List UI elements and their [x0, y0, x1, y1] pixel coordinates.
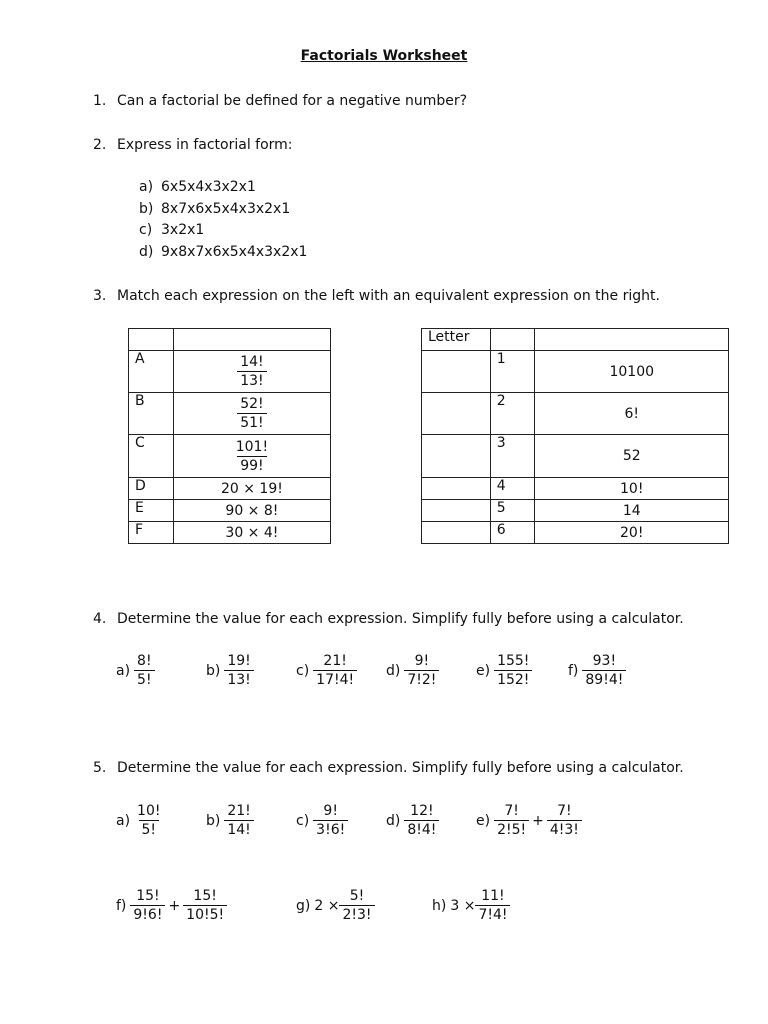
header-cell: [129, 329, 174, 351]
table-row: [422, 435, 729, 478]
table-row: [422, 393, 729, 435]
table-row: [129, 500, 331, 522]
row-expression: 20 × 19!: [173, 478, 330, 500]
q5-item-c: c) $\frac{9!}{3!6!}$: [296, 802, 348, 839]
row-number: 5: [490, 500, 535, 522]
letter-answer-cell[interactable]: [422, 351, 491, 393]
question-text: Determine the value for each expression. Simplify fully before using a calculator.: [117, 611, 684, 627]
q4-item-c: c) $\frac{21!}{17!4!}$: [296, 652, 357, 689]
page-title: Factorials Worksheet: [300, 48, 468, 64]
question-5: [93, 760, 684, 776]
header-cell: [535, 329, 729, 351]
q2-item-c: c) 3x2x1: [139, 222, 205, 238]
table-row: [422, 500, 729, 522]
q5-item-b: b) $\frac{21!}{14!}$: [206, 802, 254, 839]
row-letter: F: [129, 522, 174, 544]
question-text: Determine the value for each expression. Simplify fully before using a calculator.: [117, 760, 684, 776]
table-row: [129, 393, 331, 435]
row-number: 6: [490, 522, 535, 544]
row-expression: 90 × 8!: [173, 500, 330, 522]
header-cell: [490, 329, 535, 351]
q2-item-b: b) 8x7x6x5x4x3x2x1: [139, 201, 291, 217]
table-row: [422, 478, 729, 500]
q5-item-e: e) $\frac{7!}{2!5!}$ + $\frac{7!}{4!3!}$: [476, 802, 582, 839]
row-letter: B: [129, 393, 174, 435]
table-row: [129, 478, 331, 500]
table-row: [422, 351, 729, 393]
table-row: [422, 522, 729, 544]
letter-answer-cell[interactable]: [422, 435, 491, 478]
row-value: 6!: [535, 393, 729, 435]
letter-answer-cell[interactable]: [422, 522, 491, 544]
q4-item-d: d) $\frac{9!}{7!2!}$: [386, 652, 439, 689]
plus-operator: +: [532, 812, 544, 829]
question-text: Express in factorial form:: [117, 137, 293, 153]
row-value: 20!: [535, 522, 729, 544]
letter-answer-cell[interactable]: [422, 393, 491, 435]
question-number: 4.: [93, 611, 107, 627]
table-row: [129, 351, 331, 393]
plus-operator: +: [168, 897, 181, 914]
row-value: 10100: [535, 351, 729, 393]
row-letter: A: [129, 351, 174, 393]
q4-item-e: e) $\frac{155!}{152!}$: [476, 652, 532, 689]
right-expression-table: [421, 328, 729, 544]
q4-item-b: b) $\frac{19!}{13!}$: [206, 652, 254, 689]
q2-item-d: d) 9x8x7x6x5x4x3x2x1: [139, 244, 308, 260]
row-expression: $\frac{14!}{13!}$: [173, 351, 330, 393]
question-number: 5.: [93, 760, 107, 776]
question-2: [93, 137, 293, 153]
row-number: 2: [490, 393, 535, 435]
q5-item-h: h) 3 × $\frac{11!}{7!4!}$: [432, 887, 510, 924]
q5-item-d: d) $\frac{12!}{8!4!}$: [386, 802, 439, 839]
row-number: 1: [490, 351, 535, 393]
q5-item-g: g) 2 × $\frac{5!}{2!3!}$: [296, 887, 375, 924]
question-text: Match each expression on the left with an equivalent expression on the right.: [117, 288, 660, 304]
row-expression: 30 × 4!: [173, 522, 330, 544]
row-value: 52: [535, 435, 729, 478]
question-number: 3.: [93, 288, 107, 304]
coefficient: 2 ×: [314, 897, 340, 914]
row-number: 4: [490, 478, 535, 500]
question-3: [93, 288, 660, 304]
row-letter: E: [129, 500, 174, 522]
table-row: [129, 522, 331, 544]
coefficient: 3 ×: [450, 897, 476, 914]
q5-item-a: a) $\frac{10!}{5!}$: [116, 803, 161, 838]
question-4: [93, 611, 684, 627]
row-value: 10!: [535, 478, 729, 500]
question-1: [93, 93, 467, 109]
row-letter: D: [129, 478, 174, 500]
question-number: 2.: [93, 137, 107, 153]
q4-item-a: a) $\frac{8!}{5!}$: [116, 652, 155, 689]
q2-item-a: a) 6x5x4x3x2x1: [139, 179, 256, 195]
row-value: 14: [535, 500, 729, 522]
q5-item-f: f) $\frac{15!}{9!6!}$ + $\frac{15!}{10!5!}$: [116, 887, 227, 924]
left-expression-table: [128, 328, 331, 544]
question-text: Can a factorial be defined for a negative number?: [117, 93, 468, 109]
row-expression: $\frac{52!}{51!}$: [173, 393, 330, 435]
q4-item-f: f) $\frac{93!}{89!4!}$: [568, 652, 626, 689]
row-number: 3: [490, 435, 535, 478]
letter-header: Letter: [422, 329, 491, 351]
letter-answer-cell[interactable]: [422, 500, 491, 522]
table-row: [129, 435, 331, 478]
header-cell: [173, 329, 330, 351]
question-number: 1.: [93, 93, 107, 109]
row-expression: $\frac{101!}{99!}$: [173, 435, 330, 478]
row-letter: C: [129, 435, 174, 478]
letter-answer-cell[interactable]: [422, 478, 491, 500]
